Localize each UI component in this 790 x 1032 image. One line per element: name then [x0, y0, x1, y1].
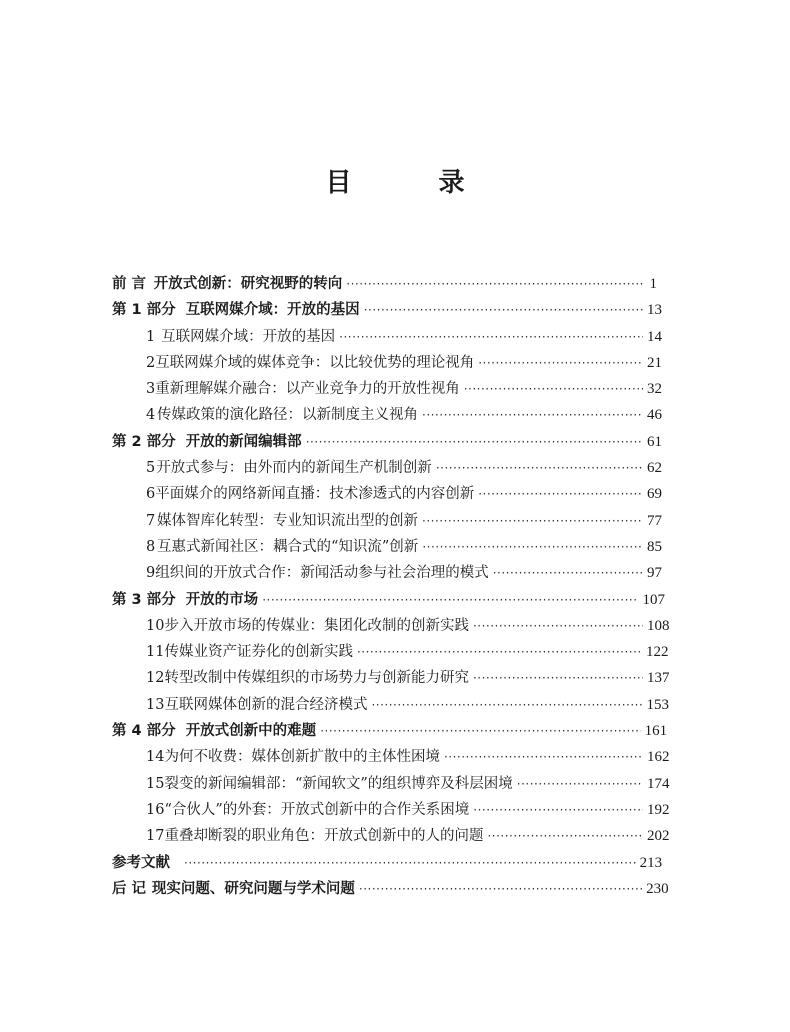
toc-chapter-entry[interactable] — [112, 665, 670, 691]
toc-chapter-entry[interactable] — [112, 744, 670, 770]
toc-entry-title: 为何不收费：媒体创新扩散中的主体性困境 — [164, 749, 440, 766]
dot-leader — [346, 271, 643, 297]
toc-entry-title: 重叠却断裂的职业角色：开放式创新中的人的问题 — [164, 828, 484, 845]
toc-part-label: 后 记 — [112, 880, 147, 897]
toc-entry-title: 平面媒介的网络新闻直播：技术渗透式的内容创新 — [155, 486, 475, 503]
toc-page-number: 230 — [646, 880, 669, 897]
toc-page-number: 85 — [647, 538, 662, 555]
toc-entry-title: 开放式参与：由外而内的新闻生产机制创新 — [156, 460, 432, 477]
toc-part-label: 参考文献 — [112, 854, 170, 871]
toc-entry-title: 现实问题、研究问题与学术问题 — [151, 880, 355, 897]
toc-part-entry[interactable] — [112, 429, 662, 455]
toc-chapter-number: 10 — [146, 617, 165, 634]
toc-chapter-entry[interactable] — [112, 560, 662, 586]
toc-part-label: 第 1 部分 — [112, 302, 176, 319]
toc-entry-title: 互联网媒介域的媒体竞争：以比较优势的理论视角 — [155, 354, 475, 371]
toc-entry-title: 互联网媒体创新的混合经济模式 — [164, 696, 368, 713]
toc-entry-title: 开放式创新：研究视野的转向 — [153, 276, 343, 292]
toc-chapter-number: 3 — [146, 381, 156, 398]
toc-part-label: 第 4 部分 — [112, 723, 176, 740]
toc-page-number: 161 — [644, 723, 668, 740]
dot-leader — [184, 850, 636, 876]
dot-leader — [444, 744, 643, 770]
toc-part-entry[interactable] — [112, 297, 662, 323]
toc-chapter-number: 16 — [146, 801, 165, 818]
toc-page-number: 1 — [649, 276, 657, 292]
dot-leader — [473, 797, 643, 823]
toc-chapter-entry[interactable] — [112, 534, 662, 560]
toc-chapter-number: 12 — [146, 670, 165, 687]
toc-chapter-number: 9 — [146, 565, 156, 582]
dot-leader — [422, 508, 643, 534]
toc-entry-title: 重新理解媒介融合：以产业竞争力的开放性视角 — [155, 381, 460, 398]
toc-chapter-entry[interactable] — [112, 639, 669, 665]
toc-page-number: 13 — [647, 302, 662, 319]
dot-leader — [493, 560, 643, 586]
toc-entry-title: 裂变的新闻编辑部：“新闻软文”的组织博弈及科层困境 — [164, 775, 513, 792]
dot-leader — [478, 481, 643, 507]
toc-entry-title: 转型改制中传媒组织的市场势力与创新能力研究 — [164, 670, 469, 687]
toc-page-number: 162 — [647, 749, 670, 766]
toc-chapter-number: 5 — [146, 460, 156, 477]
toc-page-number: 108 — [647, 617, 670, 634]
dot-leader — [359, 876, 642, 902]
toc-chapter-entry[interactable] — [112, 692, 670, 718]
toc-chapter-entry[interactable] — [112, 402, 662, 428]
toc-page-number: 61 — [647, 433, 662, 450]
toc-entry-title: 传媒业资产证券化的创新实践 — [164, 644, 353, 661]
toc-chapter-entry[interactable] — [112, 455, 662, 481]
toc-entry-title: 组织间的开放式合作：新闻活动参与社会治理的模式 — [155, 565, 489, 582]
dot-leader — [473, 665, 643, 691]
toc-page-number: 202 — [647, 828, 670, 845]
toc-entry-title: 互联网媒介域：开放的基因 — [161, 328, 336, 345]
toc-page-number: 174 — [647, 775, 670, 792]
toc-chapter-entry[interactable] — [112, 508, 662, 534]
toc-chapter-entry[interactable] — [112, 376, 662, 402]
toc-chapter-number: 6 — [146, 486, 156, 503]
dot-leader — [371, 692, 642, 718]
toc-page-number: 97 — [647, 565, 662, 582]
toc-chapter-entry[interactable] — [112, 797, 670, 823]
toc-part-entry[interactable] — [112, 850, 663, 876]
toc-part-entry[interactable] — [112, 271, 657, 297]
toc-chapter-number: 2 — [146, 354, 156, 371]
dot-leader — [478, 350, 643, 376]
toc-chapter-number: 13 — [146, 696, 165, 713]
dot-leader — [473, 613, 643, 639]
toc-part-entry[interactable] — [112, 587, 665, 613]
dot-leader — [320, 718, 640, 744]
toc-page-number: 46 — [647, 407, 662, 424]
toc-page-number: 107 — [642, 591, 665, 608]
toc-part-label: 第 3 部分 — [112, 591, 176, 608]
toc-chapter-entry[interactable] — [112, 350, 662, 376]
dot-leader — [357, 639, 642, 665]
toc-entry-title: 步入开放市场的传媒业：集团化改制的创新实践 — [164, 617, 469, 634]
page-title: 目 录 — [325, 168, 504, 198]
toc-entry-title: 互惠式新闻社区：耦合式的“知识流”创新 — [156, 538, 419, 555]
toc-chapter-number: 14 — [146, 749, 165, 766]
toc-chapter-number: 4 — [146, 407, 156, 424]
toc-chapter-number: 8 — [146, 538, 156, 555]
toc-page-number: 21 — [647, 354, 662, 371]
toc-entry-title: 互联网媒介域：开放的基因 — [185, 302, 360, 319]
dot-leader — [422, 402, 643, 428]
toc-chapter-entry[interactable] — [112, 481, 662, 507]
toc-entry-title: 开放的市场 — [185, 591, 259, 608]
toc-page-number: 14 — [647, 328, 662, 345]
toc-entry-title: “合伙人”的外套：开放式创新中的合作关系困境 — [164, 801, 470, 818]
toc-chapter-entry[interactable] — [112, 823, 670, 849]
toc-page-number: 192 — [647, 801, 670, 818]
toc-entry-title: 开放式创新中的难题 — [185, 723, 317, 740]
toc-page-number: 32 — [647, 381, 662, 398]
dot-leader — [487, 823, 643, 849]
toc-page-number: 122 — [645, 644, 669, 661]
toc-chapter-number: 11 — [146, 644, 165, 661]
toc-page-number: 69 — [647, 486, 662, 503]
toc-chapter-entry[interactable] — [112, 771, 670, 797]
toc-chapter-number: 7 — [146, 512, 156, 529]
toc-entry-title: 开放的新闻编辑部 — [185, 433, 302, 450]
toc-part-entry[interactable] — [112, 718, 668, 744]
toc-chapter-number: 17 — [146, 828, 165, 845]
dot-leader — [364, 297, 643, 323]
toc-part-label: 第 2 部分 — [112, 433, 176, 450]
toc-page-number: 153 — [646, 696, 670, 713]
toc-chapter-entry[interactable] — [112, 324, 662, 350]
toc-part-label: 前 言 — [112, 276, 147, 292]
toc-entry-title: 传媒政策的演化路径：以新制度主义视角 — [157, 407, 418, 424]
toc-chapter-number: 1 — [146, 328, 156, 345]
toc-chapter-number: 15 — [146, 775, 165, 792]
dot-leader — [306, 429, 643, 455]
dot-leader — [517, 771, 643, 797]
dot-leader — [339, 324, 643, 350]
table-of-contents — [112, 271, 670, 902]
toc-page-number: 137 — [647, 670, 670, 687]
dot-leader — [436, 455, 643, 481]
dot-leader — [262, 587, 638, 613]
toc-entry-title: 媒体智库化转型：专业知识流出型的创新 — [157, 512, 418, 529]
toc-page-number: 62 — [647, 460, 662, 477]
dot-leader — [422, 534, 643, 560]
toc-part-entry[interactable] — [112, 876, 669, 902]
toc-chapter-entry[interactable] — [112, 613, 670, 639]
toc-page-number: 77 — [647, 512, 662, 529]
toc-page-number: 213 — [639, 854, 663, 871]
dot-leader — [464, 376, 643, 402]
